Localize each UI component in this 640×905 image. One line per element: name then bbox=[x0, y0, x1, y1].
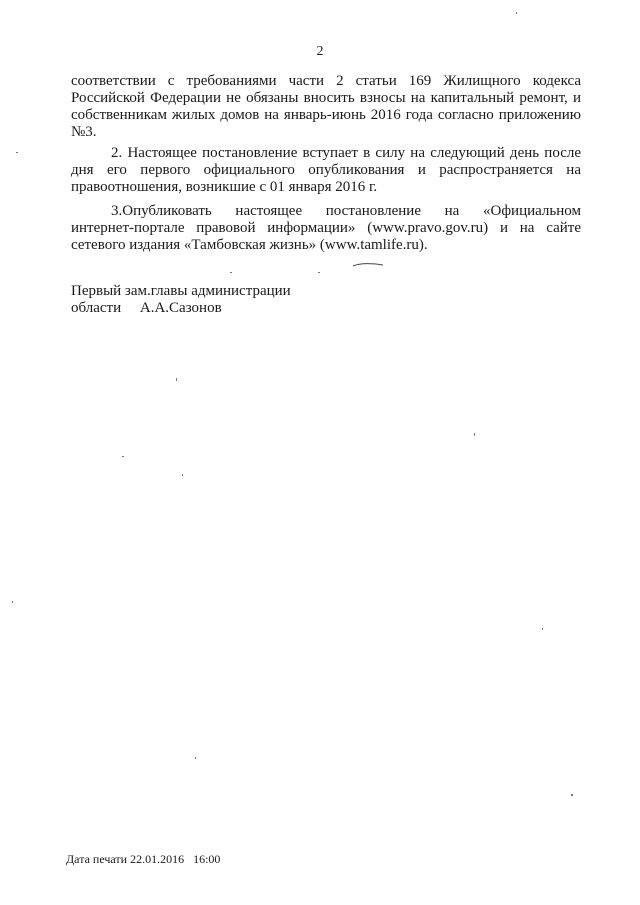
page-number: 2 bbox=[316, 44, 324, 59]
scan-speck bbox=[182, 474, 183, 476]
text-line: 3.Опубликовать настоящее постановление на «Официальном bbox=[111, 203, 581, 219]
scan-speck bbox=[12, 601, 13, 603]
paragraph-publication bbox=[71, 203, 581, 254]
paragraph-effective-date bbox=[71, 145, 581, 196]
text-line: сетевого издания «Тамбовская жизнь» (www.tamlife.ru). bbox=[71, 237, 428, 253]
scan-speck bbox=[16, 152, 18, 153]
text-line: правоотношения, возникшие с 01 января 2016 г. bbox=[71, 179, 378, 195]
text-line: 2. Настоящее постановление вступает в силу на следующий день после bbox=[111, 145, 581, 161]
text-line: Российской Федерации не обязаны вносить взносы на капитальный ремонт, и bbox=[71, 90, 581, 106]
scan-speck bbox=[122, 456, 124, 457]
scan-speck bbox=[516, 12, 517, 14]
signature-flourish bbox=[352, 262, 384, 268]
scan-speck bbox=[542, 628, 543, 630]
paragraph-continuation bbox=[71, 73, 581, 141]
signature-block bbox=[71, 283, 291, 317]
signatory-name: области А.А.Сазонов bbox=[71, 300, 222, 316]
text-line: собственникам жилых домов на январь-июнь 2016 года согласно приложению bbox=[71, 107, 581, 123]
text-line: №3. bbox=[71, 124, 97, 140]
document-body bbox=[71, 73, 581, 254]
scan-speck bbox=[195, 757, 196, 759]
print-date: Дата печати 22.01.2016 16:00 bbox=[66, 852, 221, 866]
scan-speck bbox=[318, 272, 320, 273]
scan-speck bbox=[230, 272, 232, 273]
scan-speck bbox=[176, 378, 177, 381]
scan-speck bbox=[571, 794, 573, 796]
text-line: интернет-портале правовой информации» (www.pravo.gov.ru) и на сайте bbox=[71, 220, 581, 236]
signatory-title: Первый зам.главы администрации bbox=[71, 283, 291, 299]
scan-speck bbox=[474, 433, 475, 436]
text-line: дня его первого официального опубликования и распространяется на bbox=[71, 162, 581, 178]
text-line: соответствии с требованиями части 2 статьи 169 Жилищного кодекса bbox=[71, 73, 581, 89]
